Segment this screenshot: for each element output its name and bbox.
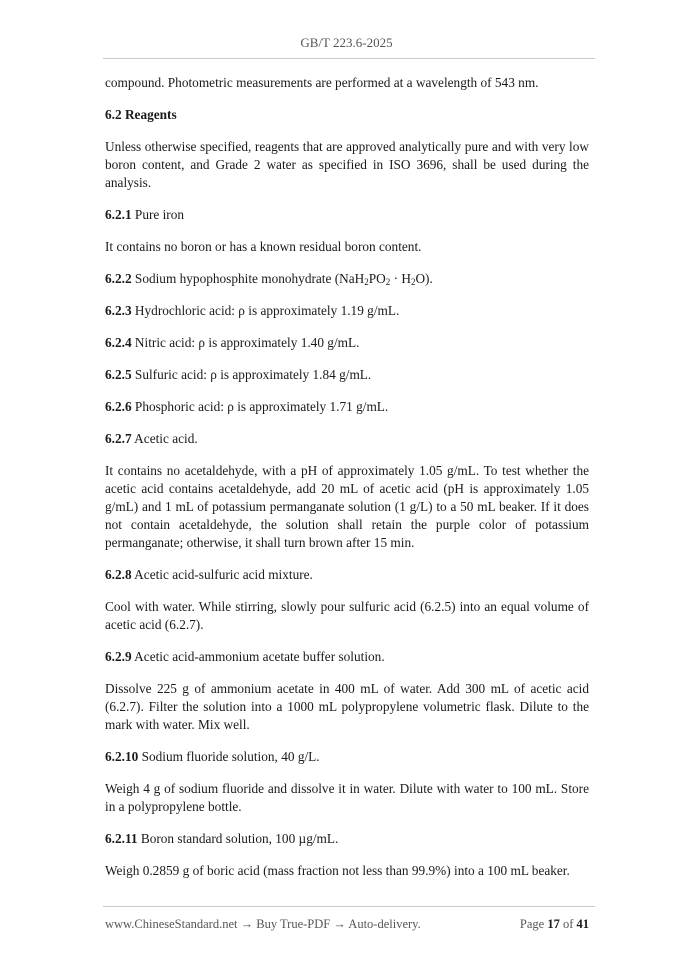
clause-number: 6.2.6 (105, 399, 132, 414)
clause-number: 6.2.5 (105, 367, 132, 382)
clause-text-6-2-7: It contains no acetaldehyde, with a pH of approximately 1.05 g/mL. To test whether the acetic acid contains acetaldehyde, add 20 mL of acetic acid (pH is approximately 1.05 g/mL) and 1 mL of potassium permanganate solution (1 g/L) to a 50 mL beaker. If it does not contain acetaldehyde, the solution shall retain the purple color of potassium permanganate; otherwise, it shall turn brown after 15 min. (105, 463, 589, 550)
clause-text-6-2-9: Dissolve 225 g of ammonium acetate in 400 mL of water. Add 300 mL of acetic acid (6.2.7). Filter the solution into a 1000 mL polypropylene volumetric flask. Dilute to the mark with water. Mix well. (105, 681, 589, 732)
clause-title: Nitric acid: ρ is approximately 1.40 g/mL. (131, 335, 360, 350)
clause-title: Hydrochloric acid: ρ is approximately 1.19 g/mL. (131, 303, 400, 318)
clause-title: Acetic acid-sulfuric acid mixture. (131, 567, 313, 582)
clause-title: Acetic acid. (131, 431, 198, 446)
page-label: Page (519, 917, 548, 931)
clause-6-2-10 (105, 748, 589, 766)
clause-number: 6.2.7 (105, 431, 132, 446)
page-total: 41 (576, 917, 589, 931)
subscript: 2 (364, 277, 369, 287)
subscript: 2 (385, 277, 391, 287)
subscript: 2 (410, 277, 416, 287)
section-text-6-2: Unless otherwise specified, reagents that are approved analytically pure and with very low boron content, and Grade 2 water as specified in ISO 3696, shall be used during the analysis. (105, 139, 589, 190)
clause-number: 6.2.9 (105, 649, 132, 664)
clause-title: Acetic acid-ammonium acetate buffer solution. (131, 649, 385, 664)
clause-text-6-2-1: It contains no boron or has a known residual boron content. (105, 239, 422, 254)
page-of: of (559, 917, 577, 931)
clause-title: · H (390, 271, 411, 286)
page-current: 17 (547, 917, 560, 931)
document-code: GB/T 223.6-2025 (300, 35, 393, 50)
site-link[interactable]: www.ChineseStandard.net (105, 917, 238, 931)
clause-number: 6.2.4 (105, 335, 132, 350)
document-body (105, 74, 589, 894)
clause-6-2-2 (105, 270, 589, 288)
clause-title: Pure iron (131, 207, 185, 222)
section-heading-6-2: 6.2 Reagents (105, 107, 177, 122)
footer-divider (103, 906, 595, 907)
clause-6-2-11 (105, 830, 589, 848)
clause-title: Phosphoric acid: ρ is approximately 1.71 g/mL. (131, 399, 389, 414)
clause-text-6-2-10: Weigh 4 g of sodium fluoride and dissolve it in water. Dilute with water to 100 mL. Store in a polypropylene bottle. (105, 781, 589, 814)
footer-promo (105, 917, 421, 932)
clause-6-2-3 (105, 302, 589, 320)
clause-6-2-9 (105, 648, 589, 666)
clause-number: 6.2.11 (105, 831, 138, 846)
clause-title: Sodium fluoride solution, 40 g/L. (138, 749, 320, 764)
clause-6-2-4 (105, 334, 589, 352)
page-header (0, 35, 693, 51)
clause-6-2-7 (105, 430, 589, 448)
clause-text-6-2-8: Cool with water. While stirring, slowly pour sulfuric acid (6.2.5) into an equal volume of acetic acid (6.2.7). (105, 599, 589, 632)
clause-title: Boron standard solution, 100 µg/mL. (137, 831, 339, 846)
clause-number: 6.2.8 (105, 567, 132, 582)
clause-text-6-2-11: Weigh 0.2859 g of boric acid (mass fraction not less than 99.9%) into a 100 mL beaker. (105, 863, 570, 878)
clause-number: 6.2.2 (105, 271, 132, 286)
clause-number: 6.2.3 (105, 303, 132, 318)
clause-6-2-8 (105, 566, 589, 584)
clause-title: Sulfuric acid: ρ is approximately 1.84 g/mL. (131, 367, 372, 382)
header-divider (103, 58, 595, 59)
clause-title: PO (368, 271, 386, 286)
clause-6-2-1 (105, 206, 589, 224)
promo-text: → Buy True-PDF → Auto-delivery. (237, 917, 421, 931)
paragraph-continuation: compound. Photometric measurements are performed at a wavelength of 543 nm. (105, 75, 539, 90)
clause-number: 6.2.1 (105, 207, 132, 222)
clause-title: O). (415, 271, 433, 286)
clause-number: 6.2.10 (105, 749, 139, 764)
page-number (520, 917, 589, 932)
clause-6-2-6 (105, 398, 589, 416)
clause-6-2-5 (105, 366, 589, 384)
clause-title: Sodium hypophosphite monohydrate (NaH (131, 271, 365, 286)
